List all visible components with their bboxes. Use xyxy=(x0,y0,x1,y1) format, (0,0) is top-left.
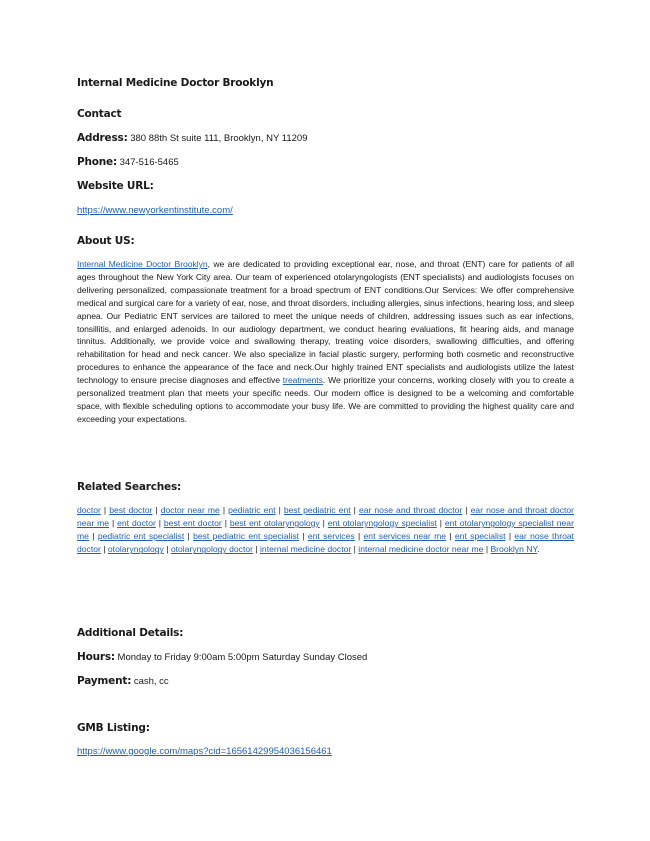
separator: | xyxy=(462,505,471,515)
related-search-link[interactable]: Brooklyn NY xyxy=(490,544,538,555)
related-search-link[interactable]: best pediatric ent specialist xyxy=(193,531,300,542)
separator: | xyxy=(436,518,445,529)
related-search-link[interactable]: ent doctor xyxy=(117,518,156,529)
related-search-link[interactable]: ent services near me xyxy=(363,531,447,542)
gmb-heading: GMB Listing: xyxy=(77,722,150,734)
phone-value: 347-516-5465 xyxy=(119,157,179,168)
related-search-link[interactable]: pediatric ent specialist xyxy=(97,531,185,542)
payment-value: cash, cc xyxy=(133,676,169,687)
separator: | xyxy=(155,518,164,529)
related-search-link[interactable]: best ent doctor xyxy=(163,518,222,529)
related-search-link[interactable]: ent otolaryngology specialist near me xyxy=(77,518,574,542)
about-link[interactable]: Internal Medicine Doctor Brooklyn xyxy=(77,259,208,269)
separator: | xyxy=(299,531,308,542)
separator: | xyxy=(109,518,118,529)
separator: | xyxy=(152,505,161,515)
phone-label: Phone xyxy=(77,156,113,168)
related-search-link[interactable]: doctor xyxy=(77,505,101,515)
separator: | xyxy=(275,505,284,515)
separator: | xyxy=(219,505,229,515)
separator: | xyxy=(319,518,328,529)
payment-label: Payment xyxy=(77,675,128,687)
separator: | xyxy=(221,518,230,529)
address-value: 380 88th St suite 111, Brooklyn, NY 11209 xyxy=(130,133,308,144)
separator: | xyxy=(354,531,364,542)
website-link-line xyxy=(77,205,233,216)
separator: | xyxy=(505,531,515,542)
separator: | xyxy=(184,531,194,542)
related-search-link[interactable]: best ent otolaryngology xyxy=(229,518,320,529)
separator: | xyxy=(350,505,359,515)
list-end: . xyxy=(537,544,540,555)
separator: | xyxy=(163,544,171,555)
related-search-link[interactable]: ent specialist xyxy=(454,531,506,542)
payment-line: Payment: cash, cc xyxy=(77,675,169,687)
related-search-link[interactable]: ear nose and throat doctor near me xyxy=(77,505,575,529)
about-paragraph xyxy=(77,258,574,426)
page-title: Internal Medicine Doctor Brooklyn xyxy=(77,77,274,89)
related-search-link[interactable]: ear nose and throat doctor xyxy=(358,505,463,515)
gmb-link-line xyxy=(77,746,332,757)
hours-label: Hours xyxy=(77,651,111,663)
related-search-link[interactable]: internal medicine doctor xyxy=(260,544,352,555)
related-heading: Related Searches: xyxy=(77,481,182,493)
details-heading: Additional Details: xyxy=(77,627,184,639)
related-search-link[interactable]: ent otolaryngology specialist xyxy=(327,518,437,529)
about-text-1: , we are dedicated to providing exceptional ear, nose, and throat (ENT) care for patients of all ages throughout the New York City area. Our team of experienced otolaryngologists (ENT specialists) and audiologists focuses on delivering personalized, compassionate treatment for a broad spectrum of ENT conditions.Our Services: We offer comprehensive medical and surgical care for a variety of ear, nose, and throat disorders, including allergies, sinus infections, hearing loss, and sleep apnea. Our Pediatric ENT services are tailored to meet the unique needs of children, addressing issues such as ear infections, tonsillitis, and enlarged adenoids. In our audiology department, we conduct hearing evaluations, fit hearing aids, and manage tinnitus. Additionally, we provide voice and swallowing therapy, treating voice disorders, swallowing difficulties, and offering rehabilitation for head and neck cancer. We also specialize in facial plastic surgery, performing both cosmetic and reconstructive procedures to enhance the appearance of the face and neck.Our highly trained ENT specialists and audiologists utilize the latest technology to ensure precise diagnoses and effective xyxy=(77,259,574,386)
phone-line: Phone: 347-516-5465 xyxy=(77,156,179,168)
hours-line: Hours: Monday to Friday 9:00am 5:00pm Saturday Sunday Closed xyxy=(77,651,368,663)
contact-heading: Contact xyxy=(77,108,122,120)
related-search-link[interactable]: doctor near me xyxy=(160,505,220,515)
website-label: Website URL xyxy=(77,180,150,192)
related-search-link[interactable]: internal medicine doctor near me xyxy=(358,544,484,555)
related-search-link[interactable]: ent services xyxy=(307,531,355,542)
related-search-link[interactable]: otolaryngology xyxy=(107,544,164,555)
website-link[interactable]: https://www.newyorkentinstitute.com/ xyxy=(77,205,233,216)
address-line: Address: 380 88th St suite 111, Brooklyn, NY 11209 xyxy=(77,132,308,144)
separator: | xyxy=(100,505,110,515)
website-line: Website URL: xyxy=(77,180,154,192)
address-label: Address xyxy=(77,132,124,144)
about-text-2: . We prioritize your concerns, working closely with you to create a personalized treatment plan that meets your specific needs. Our modern office is designed to be a welcoming and comfortable space, with flexible scheduling options to accommodate your busy life. We are committed to providing the highest quality care and exceeding your expectations. xyxy=(77,375,574,424)
separator: | xyxy=(351,544,359,555)
gmb-link[interactable]: https://www.google.com/maps?cid=16561429954036156461 xyxy=(77,746,332,757)
related-searches-list xyxy=(77,504,574,556)
separator: | xyxy=(100,544,108,555)
separator: | xyxy=(446,531,455,542)
separator: | xyxy=(253,544,261,555)
separator: | xyxy=(88,531,98,542)
related-search-link[interactable]: best pediatric ent xyxy=(283,505,351,515)
related-search-link[interactable]: ear nose throat doctor xyxy=(77,531,575,555)
related-search-link[interactable]: otolaryngology doctor xyxy=(170,544,253,555)
hours-value: Monday to Friday 9:00am 5:00pm Saturday Sunday Closed xyxy=(117,652,368,663)
treatments-link[interactable]: treatments xyxy=(282,375,323,386)
about-heading: About US: xyxy=(77,235,135,247)
separator: | xyxy=(483,544,491,555)
related-search-link[interactable]: best doctor xyxy=(109,505,153,515)
related-search-link[interactable]: pediatric ent xyxy=(228,505,276,515)
